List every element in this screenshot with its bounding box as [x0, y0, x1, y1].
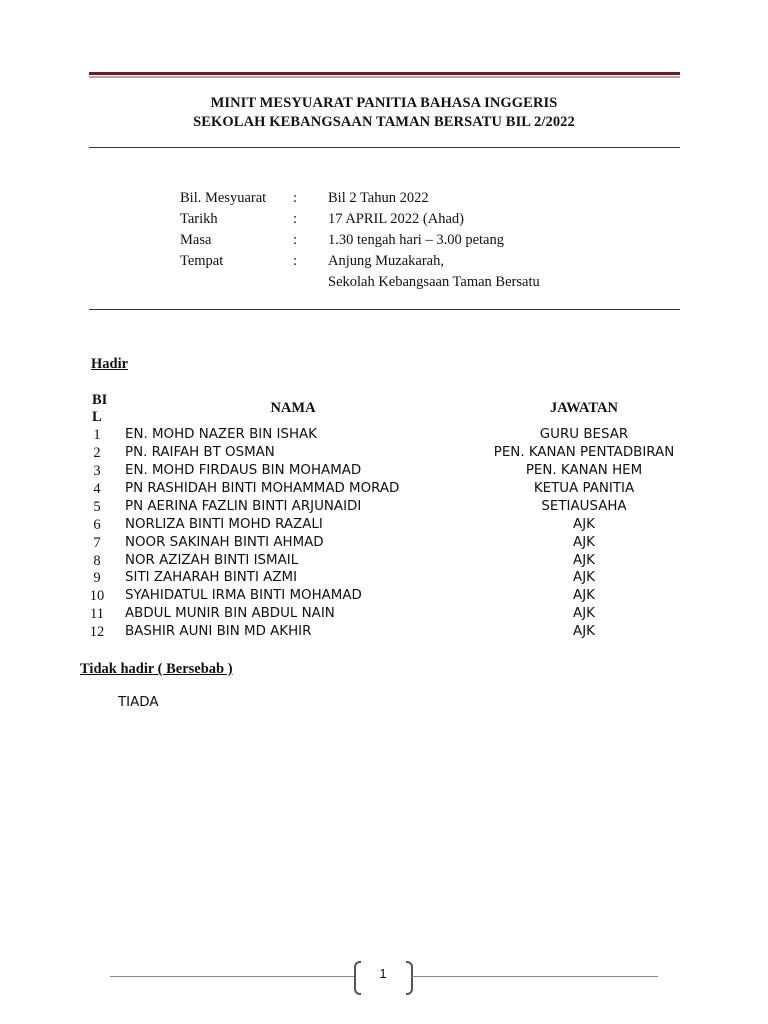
heading-hadir: Hadir: [91, 356, 129, 372]
row-position: AJK: [573, 606, 595, 621]
info-label: Bil. Mesyuarat: [180, 190, 267, 206]
row-number: 2: [93, 445, 101, 461]
row-position: AJK: [573, 570, 595, 585]
row-position: PEN. KANAN PENTADBIRAN: [493, 445, 675, 460]
row-number: 10: [89, 588, 105, 604]
row-name: PN RASHIDAH BINTI MOHAMMAD MORAD: [125, 481, 400, 496]
document-subtitle: SEKOLAH KEBANGSAAN TAMAN BERSATU BIL 2/2022: [193, 114, 575, 130]
table-row: [0, 499, 768, 517]
row-name: NORLIZA BINTI MOHD RAZALI: [125, 517, 323, 532]
row-position: GURU BESAR: [539, 427, 629, 442]
table-row: [0, 553, 768, 571]
table-row: [0, 427, 768, 445]
info-value: 17 APRIL 2022 (Ahad): [328, 211, 464, 227]
row-number: 12: [89, 624, 105, 640]
row-name: NOR AZIZAH BINTI ISMAIL: [125, 553, 299, 568]
row-number: 4: [93, 481, 101, 497]
row-position: AJK: [573, 535, 595, 550]
row-position: PEN. KANAN HEM: [525, 463, 643, 478]
row-name: PN. RAIFAH BT OSMAN: [125, 445, 275, 460]
info-value: Sekolah Kebangsaan Taman Bersatu: [328, 274, 540, 290]
row-name: EN. MOHD NAZER BIN ISHAK: [125, 427, 317, 442]
row-position: AJK: [573, 624, 595, 639]
header-rule-dark: [89, 72, 680, 75]
document-title: MINIT MESYUARAT PANITIA BAHASA INGGERIS: [210, 95, 558, 111]
row-position: AJK: [573, 553, 595, 568]
row-name: ABDUL MUNIR BIN ABDUL NAIN: [125, 606, 335, 621]
table-row: [0, 624, 768, 642]
info-value: Anjung Muzakarah,: [328, 253, 444, 269]
row-number: 9: [93, 570, 101, 586]
row-number: 5: [93, 499, 101, 515]
row-name: PN AERINA FAZLIN BINTI ARJUNAIDI: [125, 499, 362, 514]
heading-tidak-hadir: Tidak hadir ( Bersebab ): [80, 661, 233, 677]
info-separator: :: [293, 253, 298, 269]
divider-bottom: [89, 309, 680, 310]
row-number: 3: [93, 463, 101, 479]
table-row: [0, 535, 768, 553]
info-label: Tarikh: [180, 211, 218, 227]
row-name: SYAHIDATUL IRMA BINTI MOHAMAD: [125, 588, 362, 603]
table-row: [0, 481, 768, 499]
row-name: BASHIR AUNI BIN MD AKHIR: [125, 624, 312, 639]
info-value: 1.30 tengah hari – 3.00 petang: [328, 232, 504, 248]
page-number: 1: [379, 966, 387, 981]
column-header-nama: NAMA: [270, 400, 316, 416]
row-number: 6: [93, 517, 101, 533]
row-number: 1: [93, 427, 101, 443]
info-separator: :: [293, 232, 298, 248]
row-number: 11: [90, 606, 104, 622]
row-position: SETIAUSAHA: [541, 499, 627, 514]
row-position: AJK: [573, 588, 595, 603]
column-header-bil-line2: L: [92, 409, 102, 425]
divider-top: [89, 147, 680, 148]
page-bracket-right: [406, 961, 413, 995]
column-header-bil: [92, 392, 112, 426]
table-row: [0, 445, 768, 463]
row-name: NOOR SAKINAH BINTI AHMAD: [125, 535, 324, 550]
info-label: Tempat: [180, 253, 224, 269]
row-number: 7: [93, 535, 101, 551]
footer-line-left: [110, 976, 356, 977]
row-position: KETUA PANITIA: [533, 481, 635, 496]
table-row: [0, 570, 768, 588]
row-name: EN. MOHD FIRDAUS BIN MOHAMAD: [125, 463, 362, 478]
header-rule-light: [89, 76, 680, 78]
info-label: Masa: [180, 232, 212, 248]
info-separator: :: [293, 190, 298, 206]
footer-line-right: [412, 976, 658, 977]
table-row: [0, 588, 768, 606]
table-row: [0, 517, 768, 535]
row-number: 8: [93, 553, 101, 569]
absent-value: TIADA: [118, 695, 159, 710]
info-value: Bil 2 Tahun 2022: [328, 190, 429, 206]
row-position: AJK: [573, 517, 595, 532]
table-row: [0, 606, 768, 624]
row-name: SITI ZAHARAH BINTI AZMI: [125, 570, 298, 585]
column-header-bil-line1: BI: [92, 392, 108, 408]
table-row: [0, 463, 768, 481]
column-header-jawatan: JAWATAN: [550, 400, 618, 416]
info-separator: :: [293, 211, 298, 227]
